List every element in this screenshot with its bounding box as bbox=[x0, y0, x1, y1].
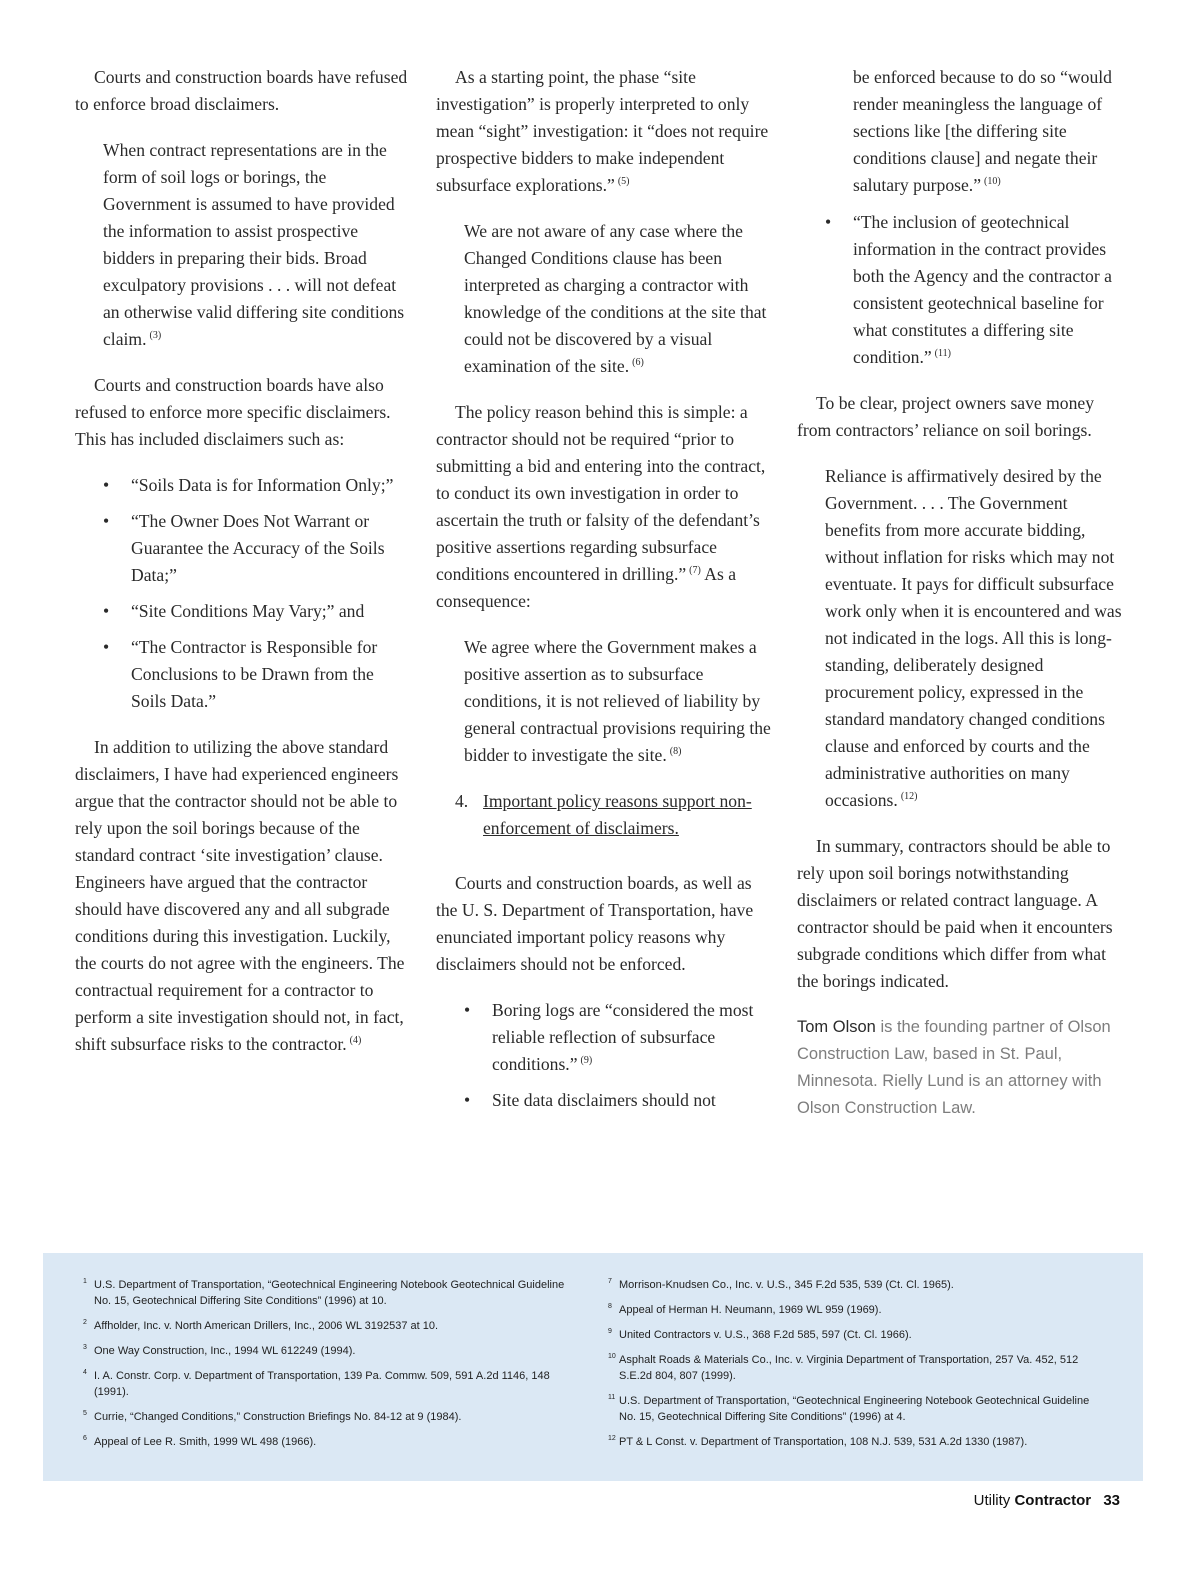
article-column-3 bbox=[797, 64, 1127, 1122]
footnote: 1 U.S. Department of Transportation, “Geotechnical Engineering Notebook Geotechnical Guideline No. 15, Geotechnical Differing Site Conditions” (1996) at 10. bbox=[83, 1278, 565, 1307]
footnote-ref: (6) bbox=[632, 357, 644, 369]
list-item: • “The inclusion of geotechnical information in the contract provides both the Agency and the contractor a consistent geotechnical baseline for what constitutes a differing site condition.” $^{(11)}$ bbox=[825, 212, 1112, 367]
footnote-ref: (5) bbox=[617, 176, 630, 188]
policy-list bbox=[436, 997, 771, 1114]
author-bio: Tom Olson is the founding partner of Olson Construction Law, based in St. Paul, Minnesota. Rielly Lund is an attorney with Olson Construction Law. bbox=[797, 1018, 1111, 1117]
page-number: 33 bbox=[1103, 1492, 1120, 1509]
list-item: • “The Contractor is Responsible for Conclusions to be Drawn from the Soils Data.” bbox=[103, 637, 378, 711]
paragraph: Courts and construction boards have refused to enforce broad disclaimers. bbox=[75, 67, 408, 114]
block-quote: Reliance is affirmatively desired by the Government. . . . The Government benefits from more accurate bidding, without inflation for risks which may not eventuate. It pays for difficult subsurface work only when it is encountered and was not indicated in the logs. All this is long-standing, deliberately designed procurement policy, expressed in the standard mandatory changed conditions clause and enforced by courts and the administrative authorities on many occasions. $^{(12)}$ bbox=[825, 466, 1122, 810]
footnote: 3 One Way Construction, Inc., 1994 WL 612249 (1994). bbox=[83, 1344, 356, 1357]
footnote: 12 PT & L Const. v. Department of Transportation, 108 N.J. 539, 531 A.2d 1330 (1987). bbox=[608, 1435, 1028, 1448]
footnotes-left bbox=[83, 1277, 578, 1459]
paragraph: In addition to utilizing the above standard disclaimers, I have had experienced engineers argue that the contractor should not be able to rely upon the soil borings because of the standard contract ‘site investigation’ clause. Engineers have argued that the contractor should have discovered any and all subgrade conditions during this investigation. Luckily, the courts do not agree with the engineers. The contractual requirement for a contractor to perform a site investigation should not, in fact, shift subsurface risks to the contractor. $^{(4)}$ bbox=[75, 737, 405, 1054]
block-quote: We are not aware of any case where the Changed Conditions clause has been interpreted as charging a contractor with knowledge of the conditions at the site that could not be discovered by a visual examination of the site. $^{(6)}$ bbox=[464, 221, 767, 376]
footnote: 2 Affholder, Inc. v. North American Drillers, Inc., 2006 WL 3192537 at 10. bbox=[83, 1319, 439, 1332]
page-folio bbox=[974, 1492, 1120, 1509]
paragraph: Courts and construction boards have also refused to enforce more specific disclaimers. This has included disclaimers such as: bbox=[75, 375, 391, 449]
publication-name-bold: Contractor bbox=[1014, 1492, 1092, 1509]
paragraph: As a starting point, the phase “site investigation” is properly interpreted to only mean “sight” investigation: it “does not require prospective bidders to make independent subsurface explorations.” $^{(5)}$ bbox=[436, 67, 769, 195]
block-quote: When contract representations are in the form of soil logs or borings, the Government is assumed to have provided the information to assist prospective bidders in preparing their bids. Broad exculpatory provisions . . . will not defeat an otherwise valid differing site conditions claim. $^{(3)}$ bbox=[103, 140, 405, 349]
list-item: • “The Owner Does Not Warrant or Guarantee the Accuracy of the Soils Data;” bbox=[103, 511, 385, 585]
paragraph: To be clear, project owners save money from contractors’ reliance on soil borings. bbox=[797, 393, 1094, 440]
footnote-ref: (11) bbox=[934, 348, 951, 360]
footnote-ref: (9) bbox=[580, 1055, 593, 1067]
paragraph: The policy reason behind this is simple: a contractor should not be required “prior to submitting a bid and entering into the contract, to conduct its own investigation in order to ascertain the truth or falsity of the defendant’s positive assertions regarding subsurface conditions encountered in drilling.” $^{(7)}$ As a consequence: bbox=[436, 402, 766, 611]
footnote: 11 U.S. Department of Transportation, “Geotechnical Engineering Notebook Geotechnical Guideline No. 15, Geotechnical Differing Site Conditions” (1996) at 4. bbox=[608, 1394, 1090, 1423]
footnote-ref: (12) bbox=[900, 791, 918, 803]
article-column-2 bbox=[436, 64, 771, 1133]
section-number: 4. bbox=[455, 791, 469, 811]
author-name: Tom Olson bbox=[797, 1018, 876, 1036]
footnotes-right bbox=[608, 1277, 1103, 1459]
footnote: 9 United Contractors v. U.S., 368 F.2d 585, 597 (Ct. Cl. 1966). bbox=[608, 1328, 912, 1341]
footnote: 8 Appeal of Herman H. Neumann, 1969 WL 959 (1969). bbox=[608, 1303, 882, 1316]
publication-name-light: Utility bbox=[973, 1492, 1011, 1509]
footnotes-panel bbox=[43, 1253, 1143, 1481]
list-continuation: be enforced because to do so “would render meaningless the language of sections like [the differing site conditions clause] and negate their salutary purpose.” $^{(10)}$ bbox=[853, 67, 1112, 195]
footnote-ref: (4) bbox=[349, 1035, 362, 1047]
list-item: • “Site Conditions May Vary;” and bbox=[103, 601, 365, 621]
footnote-ref: (3) bbox=[149, 330, 162, 342]
footnote-ref: (7) bbox=[689, 565, 701, 577]
list-item: • “Soils Data is for Information Only;” bbox=[103, 475, 394, 495]
list-item: • Boring logs are “considered the most reliable reflection of subsurface conditions.” $^{(9)}$ bbox=[464, 1000, 754, 1074]
footnote: 5 Currie, “Changed Conditions,” Construction Briefings No. 84-12 at 9 (1984). bbox=[83, 1410, 462, 1423]
footnote: 4 I. A. Constr. Corp. v. Department of Transportation, 139 Pa. Commw. 509, 591 A.2d 1146, 148 (1991). bbox=[83, 1369, 550, 1398]
section-heading bbox=[436, 788, 771, 842]
policy-list-continued bbox=[797, 209, 1127, 371]
article-column-1 bbox=[75, 64, 410, 1077]
footnote-ref: (8) bbox=[669, 746, 682, 758]
list-item: • Site data disclaimers should not bbox=[464, 1090, 716, 1110]
section-title: Important policy reasons support non-enforcement of disclaimers. bbox=[483, 791, 752, 838]
footnote-ref: (10) bbox=[984, 176, 1001, 188]
block-quote: We agree where the Government makes a positive assertion as to subsurface conditions, it is not relieved of liability by general contractual provisions requiring the bidder to investigate the site. $^{(8)}$ bbox=[464, 637, 771, 765]
paragraph: In summary, contractors should be able to rely upon soil borings notwithstanding disclaimers or related contract language. A contractor should be paid when it encounters subgrade conditions which differ from what the borings indicated. bbox=[797, 836, 1113, 991]
disclaimer-list bbox=[75, 472, 410, 715]
footnote: 7 Morrison-Knudsen Co., Inc. v. U.S., 345 F.2d 535, 539 (Ct. Cl. 1965). bbox=[608, 1278, 954, 1291]
footnote: 6 Appeal of Lee R. Smith, 1999 WL 498 (1966). bbox=[83, 1435, 317, 1448]
paragraph: Courts and construction boards, as well as the U. S. Department of Transportation, have enunciated important policy reasons why disclaimers should not be enforced. bbox=[436, 873, 754, 974]
footnote: 10 Asphalt Roads & Materials Co., Inc. v. Virginia Department of Transportation, 257 Va. 452, 512 S.E.2d 804, 807 (1999). bbox=[608, 1353, 1079, 1382]
